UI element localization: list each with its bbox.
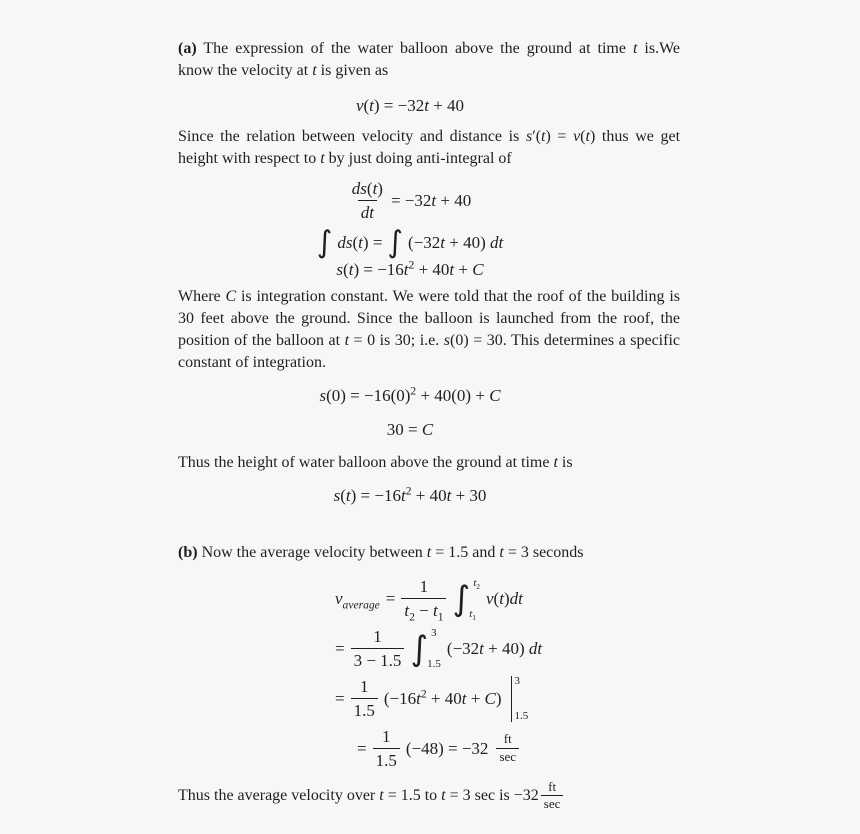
equals-sign: = xyxy=(335,638,345,658)
unit-fraction-ft-per-sec xyxy=(541,780,564,813)
paragraph-where: Where C is integration constant. We were told that the roof of the building is 30 feet above the ground. Since the balloon is launched from the roof, the position of the balloon at t = 0 is 30; i.e. s(0) = 30. This determines a specific constant of integration. xyxy=(178,287,681,371)
math-lhs-v-average: $v_{average}$ xyxy=(335,588,380,611)
upper-bound: 3 xyxy=(431,626,437,639)
integral-icon: ∫ xyxy=(410,628,429,669)
conclusion-text: Thus the average velocity over t = 1.5 to t = 3 sec is −32 xyxy=(178,786,539,804)
integral-icon: ∫ xyxy=(316,224,333,260)
equation-average-result xyxy=(357,724,680,774)
paragraph-conclusion xyxy=(178,780,680,813)
math-expression: (−32t + 40) dt xyxy=(446,638,543,658)
evaluation-bar xyxy=(511,676,529,722)
derivation-block xyxy=(335,574,680,774)
unit-numerator: ft xyxy=(548,778,557,794)
unit-fraction-ft-per-sec xyxy=(496,732,519,765)
integral-icon: ∫ xyxy=(387,224,404,260)
paragraph-thus-height: Thus the height of water balloon above the ground at time t is xyxy=(178,453,573,471)
math-expression: (−48) = −32 xyxy=(405,738,489,758)
fraction-denominator: 1.5 xyxy=(373,748,400,771)
equation-constant-value xyxy=(178,420,680,440)
equation-integral-both-sides xyxy=(178,224,680,260)
integral-with-bounds xyxy=(410,625,440,673)
lower-bound: $t_1$ xyxy=(469,607,476,622)
fraction-one-over-1-5 xyxy=(351,676,378,722)
integral-bounds xyxy=(428,625,441,673)
fraction-numerator: ds(t) xyxy=(351,179,383,198)
paragraph-a: (a) The expression of the water balloon above the ground at time t is.We know the velocity at t is given as xyxy=(178,40,681,79)
unit-denominator: sec xyxy=(541,795,564,812)
unit-denominator: sec xyxy=(496,748,519,765)
unit-numerator: ft xyxy=(503,731,512,747)
paragraph-b: (b) Now the average velocity between t = 1.5 and t = 3 seconds xyxy=(178,543,584,561)
math-expression: ds(t) = xyxy=(337,232,383,252)
math-expression: v(t) = −32t + 40 xyxy=(355,96,465,115)
equation-position-final xyxy=(178,483,680,506)
paragraph-since: Since the relation between velocity and distance is s′(t) = v(t) thus we get height with respect to t by just doing anti-integral of xyxy=(178,128,681,167)
math-expression: $(-16t^2 + 40t + C)$ xyxy=(383,686,502,708)
equation-average-antiderivative xyxy=(335,674,680,724)
math-expression: 30 = C xyxy=(386,419,434,439)
fraction-denominator: $t_2 - t_1$ xyxy=(401,598,446,621)
lower-bound: 1.5 xyxy=(427,657,441,670)
equals-sign: = xyxy=(385,588,396,608)
lower-bound: 1.5 xyxy=(514,709,529,722)
math-expression: v(t)dt xyxy=(485,588,523,608)
math-expression: $s(0) = -16(0)^2 + 40(0) + C$ xyxy=(319,383,501,405)
fraction-ds-dt xyxy=(349,178,386,224)
equals-sign: = xyxy=(357,738,367,758)
math-expression: (−32t + 40) dt xyxy=(408,232,504,252)
fraction-numerator: 1 xyxy=(381,726,391,746)
math-expression: = −32t + 40 xyxy=(390,190,472,210)
fraction-denominator: 1.5 xyxy=(351,698,378,721)
fraction-denominator: 3 − 1.5 xyxy=(351,648,405,671)
equation-position-general xyxy=(178,257,680,280)
equation-position-at-zero xyxy=(178,383,680,406)
fraction-denominator: dt xyxy=(358,200,377,223)
integral-with-bounds xyxy=(452,575,480,623)
equals-sign: = xyxy=(335,688,345,708)
equation-velocity xyxy=(178,96,680,116)
upper-bound: 3 xyxy=(514,674,521,687)
equation-average-definition xyxy=(335,574,680,624)
fraction-numerator: 1 xyxy=(373,626,382,646)
integral-icon: ∫ xyxy=(452,578,471,619)
upper-bound: $t_2$ xyxy=(473,576,480,591)
fraction-numerator: 1 xyxy=(359,676,369,696)
math-expression: $s(t) = -16t^2 + 40t + C$ xyxy=(336,257,484,279)
integral-bounds xyxy=(470,575,480,623)
equation-average-substituted xyxy=(335,624,680,674)
fraction-numerator: 1 xyxy=(419,576,429,596)
math-expression: $s(t) = -16t^2 + 40t + 30$ xyxy=(333,483,487,505)
equation-ds-dt xyxy=(178,178,680,224)
fraction-one-over-dt xyxy=(401,576,446,622)
fraction-one-over-interval xyxy=(351,626,405,672)
fraction-one-over-1-5 xyxy=(373,726,400,772)
